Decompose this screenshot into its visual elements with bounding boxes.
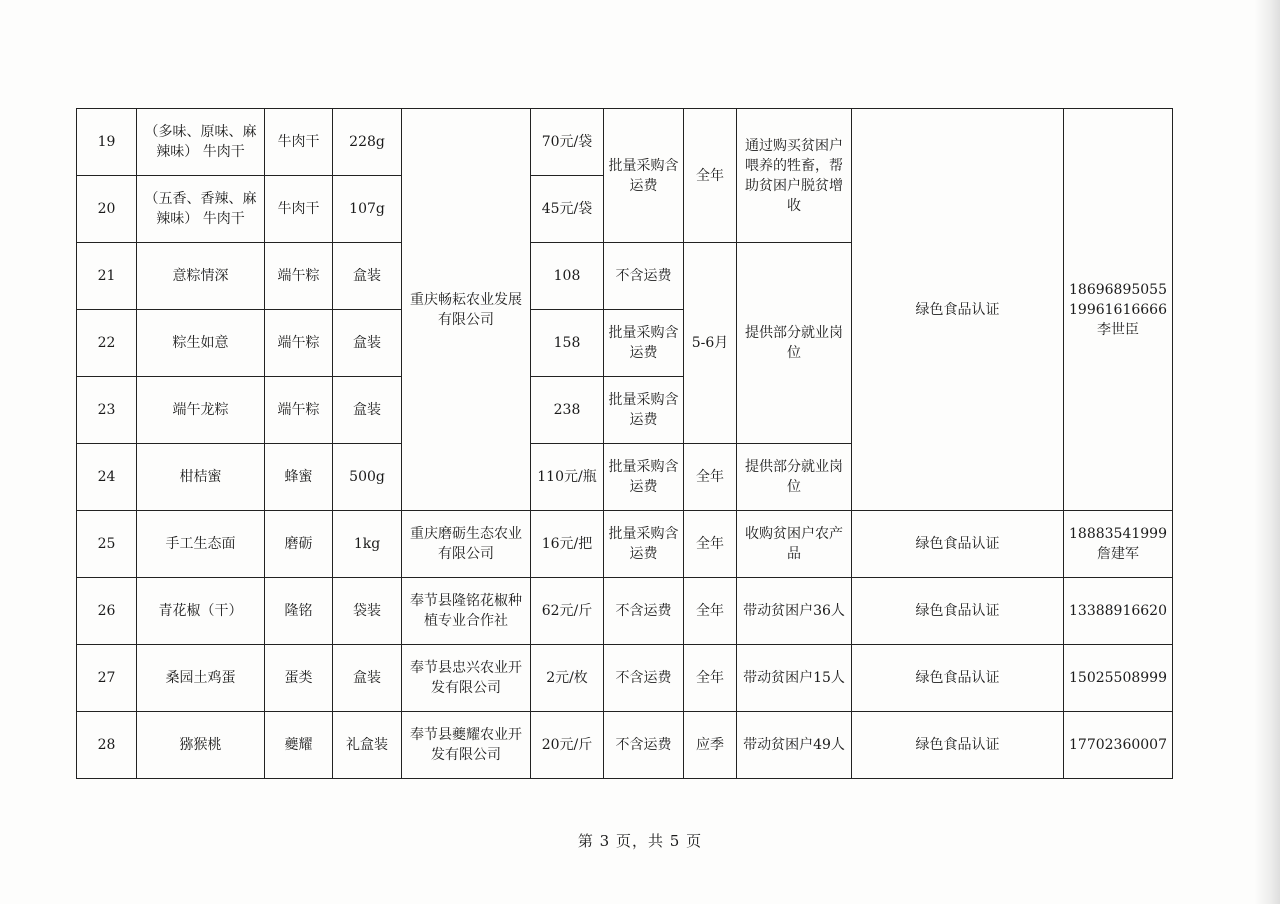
product-category: 端午粽 — [265, 377, 333, 444]
table-row — [77, 712, 1173, 779]
product-spec: 盒装 — [333, 243, 402, 310]
row-number: 28 — [77, 712, 137, 779]
supply-season: 应季 — [684, 712, 737, 779]
poverty-benefit: 提供部分就业岗位 — [737, 444, 852, 511]
company-name: 奉节县忠兴农业开发有限公司 — [402, 645, 531, 712]
product-spec: 盒装 — [333, 645, 402, 712]
shipping-terms: 批量采购含运费 — [604, 511, 684, 578]
product-spec: 107g — [333, 176, 402, 243]
product-name: 端午龙粽 — [137, 377, 265, 444]
company-name: 奉节县夔耀农业开发有限公司 — [402, 712, 531, 779]
table-row — [77, 645, 1173, 712]
row-number: 25 — [77, 511, 137, 578]
page-number-footer: 第 3 页，共 5 页 — [577, 832, 703, 850]
shipping-terms: 批量采购含运费 — [604, 444, 684, 511]
product-price: 20元/斤 — [531, 712, 604, 779]
table-row — [77, 578, 1173, 645]
product-name: 柑桔蜜 — [137, 444, 265, 511]
row-number: 22 — [77, 310, 137, 377]
certification: 绿色食品认证 — [852, 511, 1064, 578]
shipping-terms: 批量采购含运费 — [604, 109, 684, 243]
row-number: 20 — [77, 176, 137, 243]
row-number: 24 — [77, 444, 137, 511]
product-category: 夔耀 — [265, 712, 333, 779]
company-name-text: 重庆畅耘农业发展有限公司 — [410, 291, 522, 328]
product-name: （五香、香辣、麻辣味） 牛肉干 — [137, 176, 265, 243]
poverty-benefit: 提供部分就业岗位 — [737, 243, 852, 444]
shipping-terms: 不含运费 — [604, 243, 684, 310]
table-row — [77, 109, 1173, 176]
row-number: 26 — [77, 578, 137, 645]
row-number: 19 — [77, 109, 137, 176]
product-category: 牛肉干 — [265, 176, 333, 243]
product-spec: 盒装 — [333, 310, 402, 377]
poverty-benefit: 带动贫困户49人 — [737, 712, 852, 779]
product-category: 蜂蜜 — [265, 444, 333, 511]
certification: 绿色食品认证 — [852, 712, 1064, 779]
product-price: 108 — [531, 243, 604, 310]
product-spec: 1kg — [333, 511, 402, 578]
contact-info: 17702360007 — [1064, 712, 1173, 779]
product-category: 牛肉干 — [265, 109, 333, 176]
company-name: 重庆磨砺生态农业有限公司 — [402, 511, 531, 578]
certification: 绿色食品认证 — [852, 109, 1064, 511]
shipping-terms: 不含运费 — [604, 578, 684, 645]
company-name — [402, 109, 531, 511]
certification: 绿色食品认证 — [852, 645, 1064, 712]
product-category: 磨砺 — [265, 511, 333, 578]
table-row — [77, 511, 1173, 578]
scan-shadow-edge — [1254, 0, 1280, 904]
supply-season: 全年 — [684, 109, 737, 243]
product-name: 意粽情深 — [137, 243, 265, 310]
product-category: 隆铭 — [265, 578, 333, 645]
product-spec: 盒装 — [333, 377, 402, 444]
row-number: 23 — [77, 377, 137, 444]
row-number: 21 — [77, 243, 137, 310]
contact-info: 18696895055 19961616666 李世臣 — [1064, 109, 1173, 511]
row-number: 27 — [77, 645, 137, 712]
shipping-terms: 批量采购含运费 — [604, 377, 684, 444]
product-spec: 礼盒装 — [333, 712, 402, 779]
shipping-terms: 不含运费 — [604, 645, 684, 712]
poverty-benefit: 带动贫困户15人 — [737, 645, 852, 712]
contact-info: 13388916620 — [1064, 578, 1173, 645]
product-price: 238 — [531, 377, 604, 444]
product-price: 70元/袋 — [531, 109, 604, 176]
contact-info: 18883541999 詹建军 — [1064, 511, 1173, 578]
shipping-terms: 不含运费 — [604, 712, 684, 779]
shipping-terms: 批量采购含运费 — [604, 310, 684, 377]
product-name: 猕猴桃 — [137, 712, 265, 779]
product-price: 158 — [531, 310, 604, 377]
product-table — [76, 108, 1173, 779]
supply-season: 全年 — [684, 511, 737, 578]
product-name: （多味、原味、麻辣味） 牛肉干 — [137, 109, 265, 176]
product-spec: 袋装 — [333, 578, 402, 645]
company-name: 奉节县隆铭花椒种植专业合作社 — [402, 578, 531, 645]
product-price: 2元/枚 — [531, 645, 604, 712]
supply-season: 全年 — [684, 645, 737, 712]
supply-season: 全年 — [684, 578, 737, 645]
poverty-benefit: 通过购买贫困户喂养的牲畜，帮助贫困户脱贫增收 — [737, 109, 852, 243]
product-name: 粽生如意 — [137, 310, 265, 377]
product-price: 110元/瓶 — [531, 444, 604, 511]
product-name: 手工生态面 — [137, 511, 265, 578]
product-price: 62元/斤 — [531, 578, 604, 645]
product-category: 端午粽 — [265, 310, 333, 377]
contact-info: 15025508999 — [1064, 645, 1173, 712]
product-spec: 228g — [333, 109, 402, 176]
product-category: 端午粽 — [265, 243, 333, 310]
product-name: 青花椒（干） — [137, 578, 265, 645]
product-spec: 500g — [333, 444, 402, 511]
certification: 绿色食品认证 — [852, 578, 1064, 645]
poverty-benefit: 带动贫困户36人 — [737, 578, 852, 645]
product-price: 16元/把 — [531, 511, 604, 578]
product-category: 蛋类 — [265, 645, 333, 712]
supply-season: 5-6月 — [684, 243, 737, 444]
poverty-benefit: 收购贫困户农产品 — [737, 511, 852, 578]
supply-season: 全年 — [684, 444, 737, 511]
product-name: 桑园土鸡蛋 — [137, 645, 265, 712]
product-price: 45元/袋 — [531, 176, 604, 243]
